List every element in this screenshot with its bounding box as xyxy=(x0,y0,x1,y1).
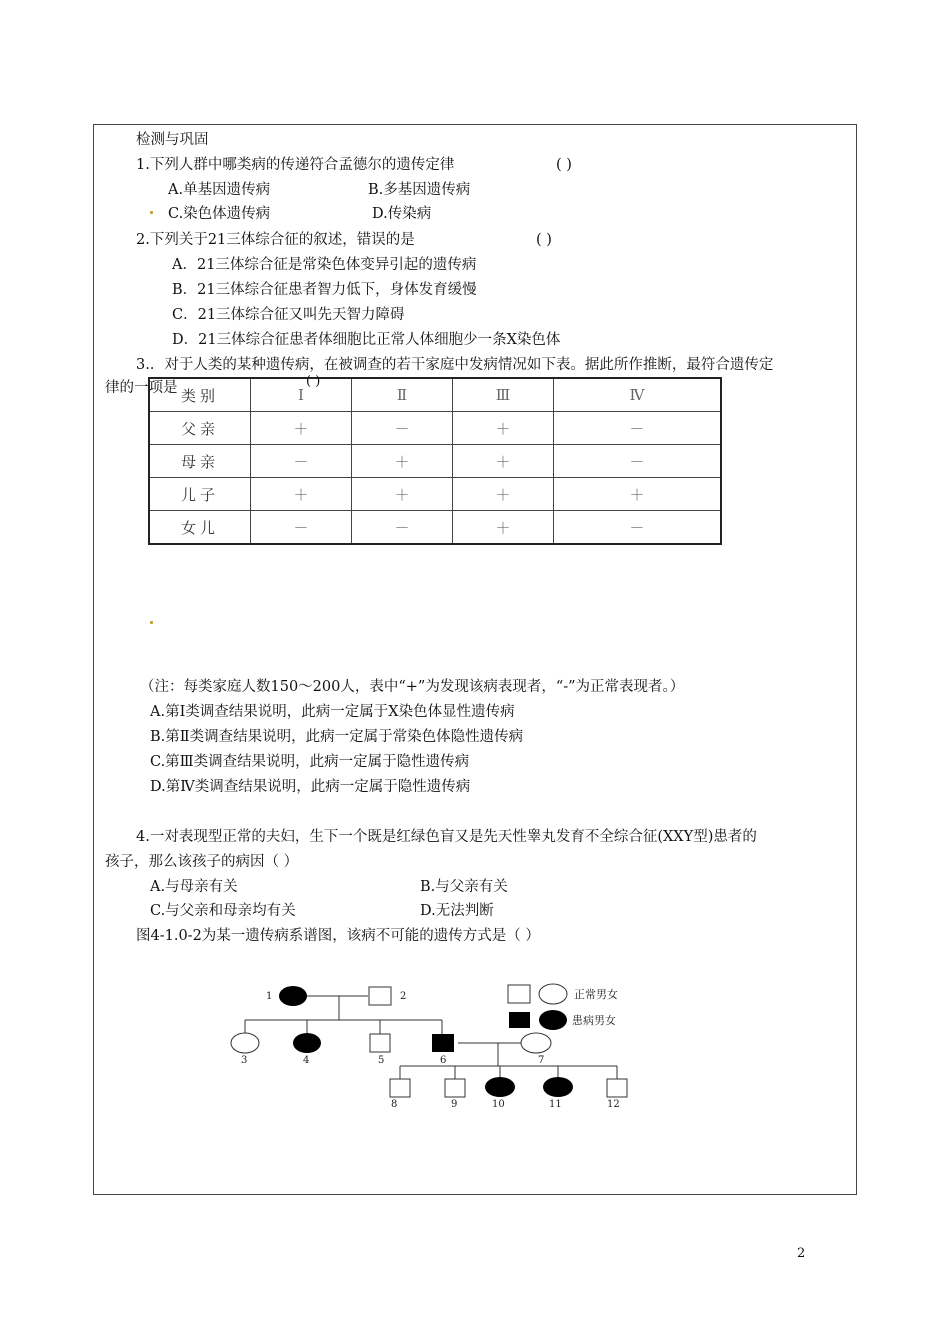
table-cell: － xyxy=(352,511,453,545)
q3-table-note: （注：每类家庭人数150～200人，表中“+”为发现该病表现者，“-”为正常表现者。） xyxy=(140,679,685,695)
q3-option-d: D.第Ⅳ类调查结果说明，此病一定属于隐性遗传病 xyxy=(150,779,471,795)
legend-affected-label: 患病男女 xyxy=(572,1014,616,1027)
q4-stem-line1: 4.一对表现型正常的夫妇，生下一个既是红绿色盲又是先天性睾丸发育不全综合征(XXY型)患者的 xyxy=(136,829,757,845)
pedigree-id-8: 8 xyxy=(391,1099,398,1110)
table-cell: ＋ xyxy=(251,478,352,511)
pedigree-id-7: 7 xyxy=(538,1055,545,1066)
table-cell: ＋ xyxy=(352,478,453,511)
pedigree-id-11: 11 xyxy=(549,1099,562,1110)
pedigree-id-12: 12 xyxy=(607,1099,620,1110)
table-cell: ＋ xyxy=(453,412,554,445)
pedigree-id-1: 1 xyxy=(266,991,273,1002)
table-cell: － xyxy=(251,511,352,545)
pedigree-id-2: 2 xyxy=(400,991,407,1002)
pedigree-individual-3 xyxy=(231,1033,259,1053)
pedigree-id-3: 3 xyxy=(241,1055,248,1066)
q1-option-c: C.染色体遗传病 xyxy=(168,206,271,222)
q1-option-b: B.多基因遗传病 xyxy=(368,182,471,198)
q1-answer-paren: ( ) xyxy=(556,157,572,173)
pedigree-id-9: 9 xyxy=(451,1099,458,1110)
q5-stem: 图4-1.0-2为某一遗传病系谱图，该病不可能的遗传方式是（ ） xyxy=(136,928,540,944)
q4-stem-line2: 孩子，那么该孩子的病因（ ） xyxy=(105,854,299,870)
legend-affected-male-symbol xyxy=(509,1012,530,1028)
legend-affected-female-symbol xyxy=(539,1010,567,1030)
table-cell: 女儿 xyxy=(149,511,251,545)
q1-stem: 1.下列人群中哪类病的传递符合孟德尔的遗传定律 xyxy=(136,157,455,173)
q3-stem-line1: 3.．对于人类的某种遗传病，在被调查的若干家庭中发病情况如下表。据此所作推断，最符合遗传定 xyxy=(136,357,774,373)
q4-option-c: C.与父亲和母亲均有关 xyxy=(150,903,296,919)
q3-option-a: A.第Ⅰ类调查结果说明，此病一定属于X染色体显性遗传病 xyxy=(150,704,515,720)
q4-option-a: A.与母亲有关 xyxy=(150,879,238,895)
table-cell: 儿子 xyxy=(149,478,251,511)
pedigree-individual-1 xyxy=(279,986,307,1006)
table-cell: ＋ xyxy=(554,478,722,511)
q4-option-d: D.无法判断 xyxy=(420,903,494,919)
pedigree-individual-7 xyxy=(521,1033,551,1053)
table-header-cell: Ⅳ xyxy=(554,378,722,412)
table-cell: － xyxy=(554,511,722,545)
pedigree-individual-2 xyxy=(369,987,391,1005)
q4-option-b: B.与父亲有关 xyxy=(420,879,508,895)
pedigree-individual-9 xyxy=(445,1079,465,1097)
pedigree-individual-11 xyxy=(543,1077,573,1097)
table-cell: ＋ xyxy=(453,511,554,545)
legend-normal-male-symbol xyxy=(508,985,530,1003)
table-cell: 母亲 xyxy=(149,445,251,478)
pedigree-id-4: 4 xyxy=(303,1055,310,1066)
pedigree-individual-10 xyxy=(485,1077,515,1097)
q2-option-b: B．21三体综合征患者智力低下，身体发育缓慢 xyxy=(172,282,477,298)
pedigree-id-6: 6 xyxy=(440,1055,447,1066)
table-header-cell: 类别 xyxy=(149,378,251,412)
pedigree-individual-4 xyxy=(293,1033,321,1053)
pedigree-individual-6 xyxy=(432,1034,454,1052)
q2-option-a: A．21三体综合征是常染色体变异引起的遗传病 xyxy=(172,257,477,273)
table-cell: － xyxy=(352,412,453,445)
q3-stem-line2: 律的一项是 xyxy=(105,380,178,396)
table-cell: ＋ xyxy=(352,445,453,478)
pedigree-id-10: 10 xyxy=(492,1099,505,1110)
section-title: 检测与巩固 xyxy=(136,132,209,148)
q3-answer-paren: ( ) xyxy=(306,374,321,389)
table-cell: － xyxy=(554,445,722,478)
table-header-cell: Ⅲ xyxy=(453,378,554,412)
table-header-cell: Ⅱ xyxy=(352,378,453,412)
table-cell: ＋ xyxy=(251,412,352,445)
table-cell: 父亲 xyxy=(149,412,251,445)
q2-option-d: D．21三体综合征患者体细胞比正常人体细胞少一条X染色体 xyxy=(172,332,561,348)
legend-normal-female-symbol xyxy=(539,984,567,1004)
q1-option-d: D.传染病 xyxy=(372,206,432,222)
q2-option-c: C．21三体综合征又叫先天智力障碍 xyxy=(172,307,405,323)
table-header-cell: Ⅰ xyxy=(251,378,352,412)
q3-option-b: B.第Ⅱ类调查结果说明，此病一定属于常染色体隐性遗传病 xyxy=(150,729,524,745)
page-number: 2 xyxy=(797,1246,806,1261)
table-cell: ＋ xyxy=(453,445,554,478)
pedigree-id-5: 5 xyxy=(378,1055,385,1066)
q3-option-c: C.第Ⅲ类调查结果说明，此病一定属于隐性遗传病 xyxy=(150,754,470,770)
table-cell: － xyxy=(251,445,352,478)
legend-normal-label: 正常男女 xyxy=(574,988,618,1001)
q1-option-a: A.单基因遗传病 xyxy=(168,182,271,198)
q2-stem: 2.下列关于21三体综合征的叙述，错误的是 xyxy=(136,232,415,248)
pedigree-individual-5 xyxy=(370,1034,390,1052)
table-cell: － xyxy=(554,412,722,445)
pedigree-individual-12 xyxy=(607,1079,627,1097)
table-cell: ＋ xyxy=(453,478,554,511)
q2-answer-paren: ( ) xyxy=(536,232,552,248)
pedigree-individual-8 xyxy=(390,1079,410,1097)
